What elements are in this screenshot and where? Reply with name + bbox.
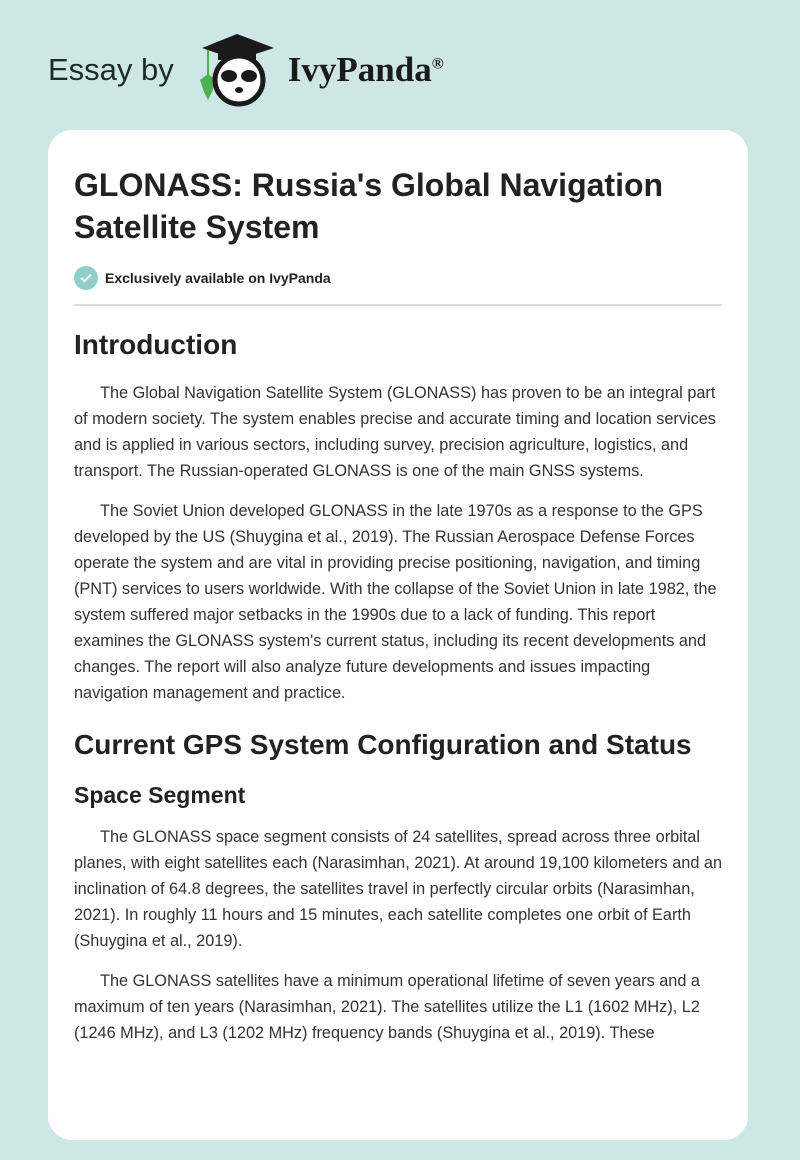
site-header [48,30,444,110]
paragraph: The Global Navigation Satellite System (GLONASS) has proven to be an integral part of modern society. The system enables precise and accurate timing and location services and is applied in various sectors, including survey, precision agriculture, logistics, and transport. The Russian-operated GLONASS is one of the main GNSS systems. [74,384,716,480]
section-heading: Current GPS System Configuration and Status [74,729,692,760]
article-card [48,130,748,1140]
paragraph: The GLONASS space segment consists of 24 satellites, spread across three orbital planes, with eight satellites each (Narasimhan, 2021). At around 19,100 kilometers and an inclination of 64.8 degrees, the satellites travel in perfectly circular orbits (Narasimhan, 2021). In roughly 11 hours and 15 minutes, each satellite completes one orbit of Earth (Shuygina et al., 2019). [74,828,723,950]
paragraph: The GLONASS satellites have a minimum operational lifetime of seven years and a maximum of ten years (Narasimhan, 2021). The satellites utilize the L1 (1602 MHz), L2 (1246 MHz), and L3 (1202 MHz) frequency bands (Shuygina et al., 2019). These [74,972,700,1042]
check-icon [74,266,98,290]
article-title: GLONASS: Russia's Global Navigation Satellite System [74,167,664,245]
panda-logo-icon [194,30,280,110]
subsection-heading: Space Segment [74,782,246,808]
exclusive-badge [74,266,722,306]
exclusive-label: Exclusively available on IvyPanda [105,270,331,286]
section-heading: Introduction [74,329,238,360]
paragraph: The Soviet Union developed GLONASS in the late 1970s as a response to the GPS developed by the US (Shuygina et al., 2019). The Russian Aerospace Defense Forces operate the system and are vital in providing precise positioning, navigation, and timing (PNT) services to users worldwide. With the collapse of the Soviet Union in late 1982, the system suffered major setbacks in the 1990s due to a lack of funding. This report examines the GLONASS system's current status, including its recent developments and changes. The report will also analyze future developments and issues impacting navigation management and practice. [74,502,717,702]
essay-by-label: Essay by [48,52,174,87]
brand-name: IvyPanda® [287,50,444,89]
